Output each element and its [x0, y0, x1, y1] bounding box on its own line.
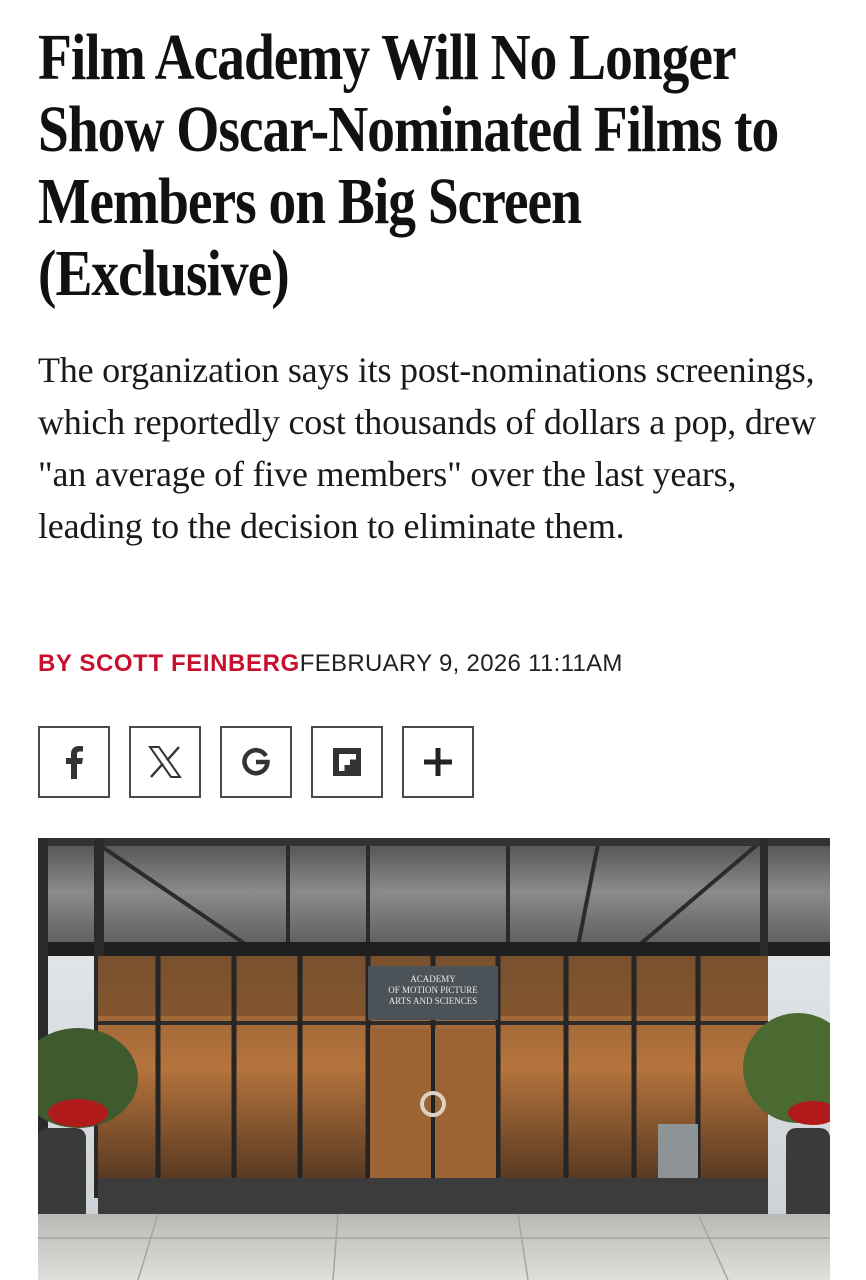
academy-building-image — [38, 838, 830, 1280]
share-facebook-button[interactable] — [38, 726, 110, 798]
share-google-button[interactable] — [220, 726, 292, 798]
article-dek: The organization says its post-nominations screenings, which reportedly cost thousands of dollars a pop, drew "an average of five members" over the last years, leading to the decision to eliminate them. — [38, 350, 817, 546]
share-more-button[interactable] — [402, 726, 474, 798]
share-flipboard-button[interactable] — [311, 726, 383, 798]
sign-line-1: ACADEMY — [410, 974, 456, 984]
google-icon — [241, 747, 271, 777]
x-icon — [148, 746, 182, 778]
byline-author[interactable]: BY SCOTT FEINBERG — [38, 650, 300, 677]
share-bar — [38, 726, 474, 798]
flipboard-icon — [332, 747, 362, 777]
facebook-icon — [63, 745, 85, 779]
plus-icon — [421, 745, 455, 779]
byline — [38, 648, 623, 680]
article-headline: Film Academy Will No Longer Show Oscar-Nominated Films to Members on Big Screen (Exclusive) — [38, 21, 779, 310]
sign-line-2: OF MOTION PICTURE — [388, 985, 478, 995]
share-x-button[interactable] — [129, 726, 201, 798]
byline-date: FEBRUARY 9, 2026 11:11AM — [299, 650, 623, 677]
article-photo — [38, 838, 830, 1280]
sign-line-3: ARTS AND SCIENCES — [388, 996, 478, 1006]
